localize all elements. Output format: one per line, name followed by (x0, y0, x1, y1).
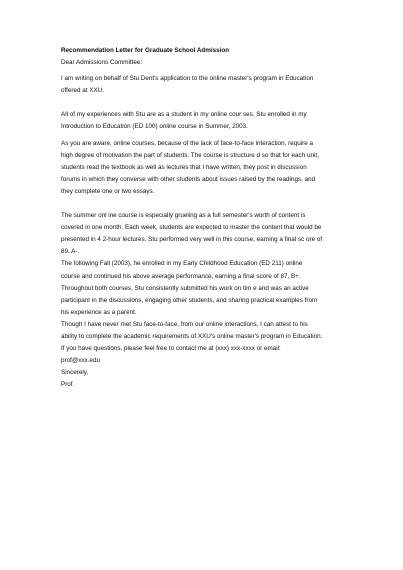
text-line: students read the textbook as well as lectures that I have written, they post in discussion (61, 163, 307, 171)
text-line: If you have questions, please feel free to contact me at (xxx) xxx-xxxx or email: (61, 345, 281, 353)
text-line: course and continued his above average performance, earning a final score of 87, B+. (61, 272, 301, 280)
paragraph-online-courses (61, 138, 361, 198)
text-line: high degree of motivation the part of students. The course is structure d so that for each unit, (61, 151, 319, 159)
text-line: forums in which they converse with other students about issues raised by the readings, and (61, 175, 316, 183)
text-line: Throughout both courses, Stu consistently submitted his work on tim e and was an active (61, 284, 309, 292)
text-line: The summer onl ine course is especially grueling as a full semester's worth of content is (61, 212, 306, 220)
text-line: presented in 4 2-hour lectures. Stu performed very well in this course, earning a final sc ore of (61, 236, 323, 244)
text-line: participant in the discussions, engaging other students, and sharing practical examples from (61, 296, 318, 304)
text-line: I am writing on behalf of Stu Dent's application to the online master's program in Education (61, 75, 314, 83)
paragraph-intro (61, 73, 361, 97)
paragraph-experience (61, 109, 361, 133)
email-address: prof@xxx.edu (61, 357, 100, 365)
text-line: covered in one month. Each week, students are expected to master the content that would be (61, 224, 322, 232)
signature: Prof. (61, 381, 75, 389)
text-line: 89, A-. (61, 248, 80, 256)
letter-title: Recommendation Letter for Graduate School Admission (61, 47, 230, 54)
text-line: ability to complete the academic requirements of XXU's online master's program in Education. (61, 332, 323, 340)
text-line: offered at XXU. (61, 87, 104, 95)
text-line: they complete one or two essays. (61, 187, 155, 195)
salutation: Dear Admissions Committee: (61, 59, 143, 67)
closing: Sincerely, (61, 369, 89, 377)
text-line: Introduction to Education (ED 100) online course in Summer, 2003. (61, 123, 248, 131)
text-line: The following Fall (2003), he enrolled in my Early Childhood Education (ED 211) online (61, 260, 303, 268)
text-line: All of my experiences with Stu are as a student in my online cour ses. Stu enrolled in my (61, 111, 307, 119)
text-line: his experience as a parent. (61, 308, 137, 316)
text-line: As you are aware, online courses, because of the lack of face-to-face interaction, require a (61, 139, 314, 147)
text-line: Though I have never met Stu face-to-face, from our online interactions, I can attest to his (61, 320, 308, 328)
paragraph-performance (61, 210, 361, 391)
letter-body (61, 45, 361, 391)
